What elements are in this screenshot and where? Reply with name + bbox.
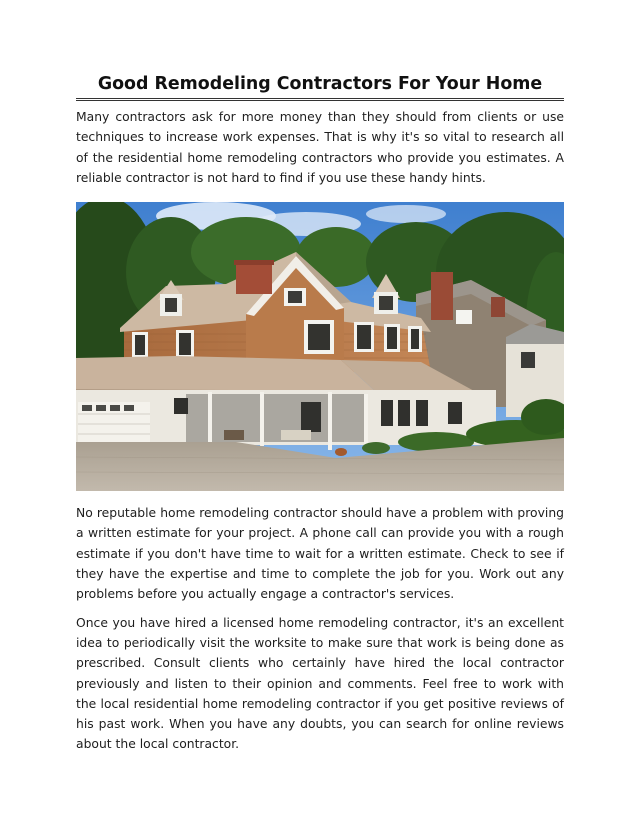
intro-paragraph: Many contractors ask for more money than they should from clients or use techniques to increase work expenses. That is why it's so vital to research all of the residential home remodeling contractors who provide you estimates. A reliable contractor is not hard to find if you use these handy hints. [76, 110, 564, 185]
chimney [236, 262, 272, 294]
house-photo [76, 202, 564, 491]
estimate-paragraph: No reputable home remodeling contractor should have a problem with proving a written estimate for your project. A phone call can provide you with a rough estimate if you don't have time to wait for a written estimate. Check to see if they have the expertise and time to complete the job for you. Work out any problems before you actually engage a contractor's services. [76, 506, 564, 602]
worksite-paragraph: Once you have hired a licensed home remodeling contractor, it's an excellent idea to periodically visit the worksite to make sure that work is being done as prescribed. Consult clients who certainly have hired the local contractor previously and listen to their opinion and comments. Feel free to work with the local residential home remodeling contractor if you get positive reviews of his past work. When you have any doubts, you can search for online reviews about the local contractor. [76, 615, 564, 752]
document-page [76, 70, 564, 763]
page-title: Good Remodeling Contractors For Your Home [97, 74, 543, 94]
porch-roof [76, 356, 376, 392]
title-underline [76, 98, 564, 101]
